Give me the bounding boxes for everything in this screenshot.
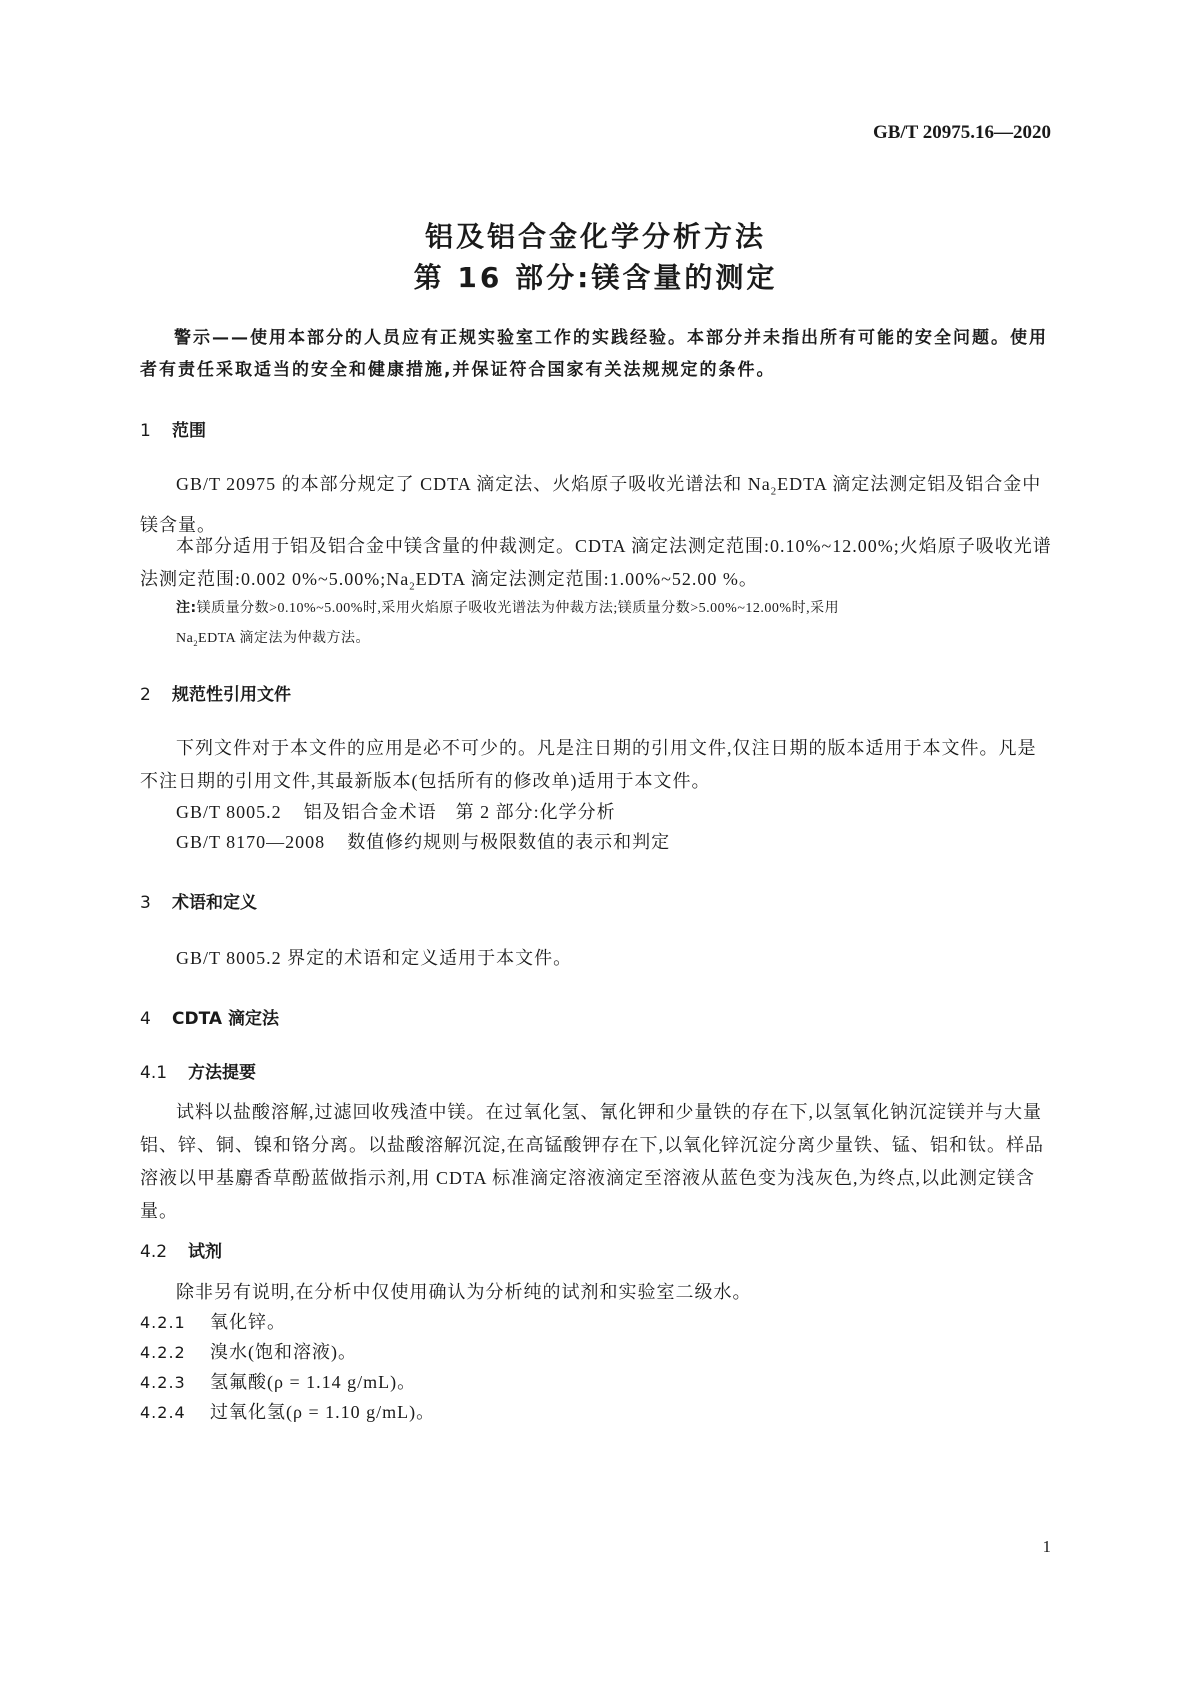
document-title-line2: 第 16 部分:镁含量的测定 [413, 261, 778, 294]
principle-paragraph: 试料以盐酸溶解,过滤回收残渣中镁。在过氧化氢、氰化钾和少量铁的存在下,以氢氧化钠沉淀镁并与大量铝、锌、铜、镍和铬分离。以盐酸溶解沉淀,在高锰酸钾存在下,以氧化锌沉淀分离少量铁、锰、铝和钛。样品溶液以甲基麝香草酚蓝做指示剂,用 CDTA 标准滴定溶液滴定至溶液从蓝色变为浅灰色,为终点,以此测定镁含量。 [140, 1102, 1044, 1221]
section-3-heading [140, 888, 257, 913]
ref-title: 数值修约规则与极限数值的表示和判定 [347, 832, 671, 852]
reagent-text: 氢氟酸(ρ = 1.14 g/mL)。 [210, 1372, 417, 1392]
reagents-intro: 除非另有说明,在分析中仅使用确认为分析纯的试剂和实验室二级水。 [176, 1282, 752, 1302]
scope-p2-text-b: EDTA 滴定法测定范围:1.00%~52.00 %。 [415, 569, 758, 589]
section-title: 方法提要 [188, 1063, 256, 1083]
section-4-heading [140, 1004, 279, 1029]
standard-code: GB/T 20975.16—2020 [872, 122, 1051, 143]
scope-p1-text-a: GB/T 20975 的本部分规定了 CDTA 滴定法、火焰原子吸收光谱法和 Na [176, 474, 771, 494]
section-title: 术语和定义 [172, 893, 257, 913]
section-number: 4.2 [140, 1242, 168, 1262]
section-number: 1 [140, 421, 151, 441]
reagent-number: 4.2.4 [140, 1403, 186, 1422]
ref-title: 铝及铝合金术语 第 2 部分:化学分析 [303, 802, 616, 822]
scope-p2-text-a: 本部分适用于铝及铝合金中镁含量的仲裁测定。CDTA 滴定法测定范围:0.10%~12.00%;火焰原子吸收光谱法测定范围:0.002 0%~5.00%;Na [140, 536, 1052, 589]
section-title: 范围 [172, 421, 206, 441]
section-1-heading [140, 416, 206, 441]
normative-ref-1 [176, 798, 616, 824]
reagent-text: 过氧化氢(ρ = 1.10 g/mL)。 [210, 1402, 436, 1422]
section-4-1-heading [140, 1058, 256, 1083]
scope-p1-text-b: EDTA 滴定法测定铝及铝合金中镁含量。 [140, 474, 1042, 535]
note-label: 注: [176, 600, 197, 616]
note-text-b-prefix: Na [176, 631, 194, 646]
reagent-item [140, 1398, 435, 1424]
section-number: 3 [140, 893, 151, 913]
section-number: 4 [140, 1009, 151, 1029]
reagent-number: 4.2.3 [140, 1373, 186, 1392]
note-text-a: 镁质量分数>0.10%~5.00%时,采用火焰原子吸收光谱法为仲裁方法;镁质量分数>5.00%~12.00%时,采用 [196, 601, 840, 616]
reagent-text: 氧化锌。 [210, 1312, 286, 1332]
reagent-number: 4.2.1 [140, 1313, 186, 1332]
ref-code: GB/T 8170—2008 [176, 832, 326, 852]
reagent-number: 4.2.2 [140, 1343, 186, 1362]
normative-ref-2 [176, 828, 670, 854]
document-title-line1: 铝及铝合金化学分析方法 [424, 220, 766, 253]
section-number: 4.1 [140, 1063, 168, 1083]
warning-paragraph: 警示——使用本部分的人员应有正规实验室工作的实践经验。本部分并未指出所有可能的安全问题。使用者有责任采取适当的安全和健康措施,并保证符合国家有关法规规定的条件。 [140, 328, 1048, 380]
section-title: 试剂 [188, 1242, 222, 1262]
reagent-item [140, 1368, 416, 1394]
normative-intro: 下列文件对于本文件的应用是必不可少的。凡是注日期的引用文件,仅注日期的版本适用于本文件。凡是不注日期的引用文件,其最新版本(包括所有的修改单)适用于本文件。 [140, 738, 1037, 791]
reagent-item [140, 1338, 357, 1364]
scope-p2-subscript: 2 [409, 580, 416, 593]
note-text-b-subscript: 2 [193, 638, 199, 648]
section-4-2-heading [140, 1237, 222, 1262]
ref-code: GB/T 8005.2 [176, 802, 282, 822]
note-text-b: EDTA 滴定法为仲裁方法。 [198, 631, 370, 646]
section-title: 规范性引用文件 [172, 685, 291, 705]
terms-paragraph: GB/T 8005.2 界定的术语和定义适用于本文件。 [176, 948, 573, 968]
section-number: 2 [140, 685, 151, 705]
reagent-text: 溴水(饱和溶液)。 [210, 1342, 357, 1362]
scope-note [176, 593, 1056, 659]
page-number: 1 [1042, 1537, 1051, 1556]
reagent-item [140, 1308, 286, 1334]
section-title: CDTA 滴定法 [172, 1009, 279, 1029]
scope-p1-subscript: 2 [770, 485, 778, 498]
section-2-heading [140, 680, 291, 705]
